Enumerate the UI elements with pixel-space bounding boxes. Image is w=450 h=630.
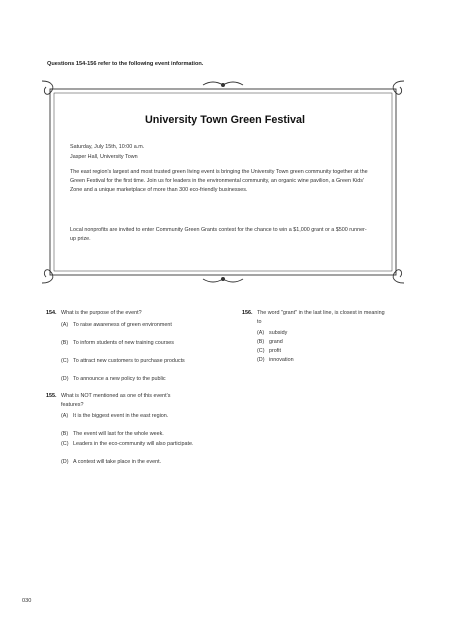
notice-venue: Jasper Hall, University Town bbox=[70, 153, 138, 160]
question-number: 154. bbox=[46, 310, 57, 316]
notice-paragraph-2: Local nonprofits are invited to enter Community Green Grants contest for the chance to win a $1,000 grant or a $500 runner-up prize. bbox=[70, 227, 367, 243]
question-stem: The word "grant" in the last line, is closest in meaning to bbox=[257, 310, 385, 325]
question-stem: What is NOT mentioned as one of this event's features? bbox=[61, 393, 171, 408]
notice-meta bbox=[70, 143, 144, 162]
question-number: 156. bbox=[242, 310, 253, 316]
notice-title: University Town Green Festival bbox=[144, 114, 305, 126]
questions-intro: Questions 154-156 refer to the following event information. bbox=[47, 61, 204, 67]
page-number: 030 bbox=[22, 598, 32, 604]
notice-date: Saturday, July 15th, 10:00 a.m. bbox=[70, 144, 145, 150]
question-stem: What is the purpose of the event? bbox=[61, 310, 142, 316]
question-number: 155. bbox=[46, 393, 57, 399]
notice-paragraph-1: The east region's largest and most trusted green living event is bringing the University Town green community together at the Green Festival for the first time. Join us for leaders in the environmental community, an organic wine pavilion, a Green Kids' Zone and a unique marketplace of more than 300 eco-friendly businesses. bbox=[70, 169, 368, 194]
